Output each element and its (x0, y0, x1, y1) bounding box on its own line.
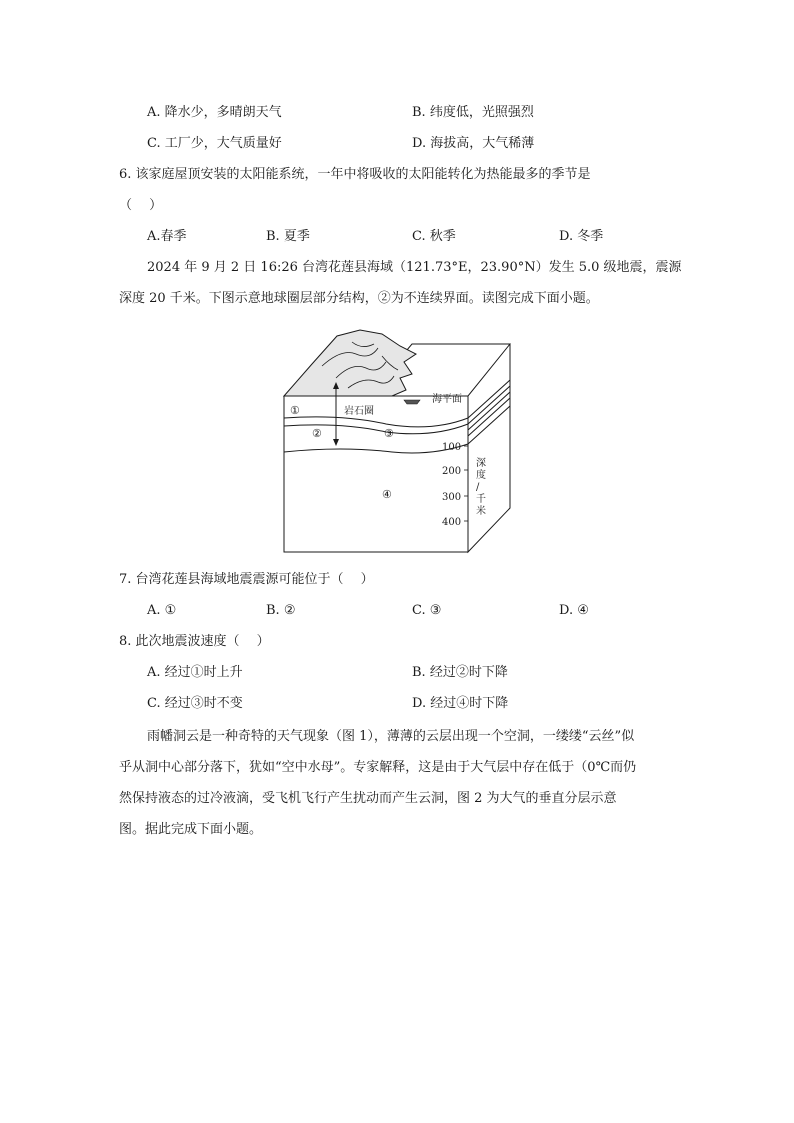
q6-option-b: B. 夏季 (266, 229, 310, 244)
layer-label-4: ④ (382, 488, 392, 501)
q5-option-c: C. 工厂少，大气质量好 (147, 136, 282, 151)
depth-axis-label: 深度/千米 (476, 458, 486, 517)
q7-option-b: B. ② (266, 603, 296, 618)
sea-level-label: 海平面 (432, 394, 462, 405)
passage2-line3: 然保持液态的过冷液滴，受飞机飞行产生扰动而产生云洞，图 2 为大气的垂直分层示意 (119, 791, 617, 806)
q6-answer-paren: （ ） (119, 198, 163, 213)
q6-stem: 6. 该家庭屋顶安装的太阳能系统，一年中将吸收的太阳能转化为热能最多的季节是 (119, 167, 591, 182)
q8-option-a: A. 经过①时上升 (147, 665, 243, 680)
q6-option-d: D. 冬季 (559, 229, 604, 244)
q5-option-a: A. 降水少，多晴朗天气 (147, 105, 282, 120)
q6-option-c: C. 秋季 (412, 229, 456, 244)
q7-stem: 7. 台湾花莲县海域地震震源可能位于（ ） (119, 572, 374, 587)
q8-stem: 8. 此次地震波速度（ ） (119, 634, 270, 649)
passage2-line1: 雨幡洞云是一种奇特的天气现象（图 1），薄薄的云层出现一个空洞，一缕缕“云丝”似 (147, 729, 635, 744)
earth-layers-diagram (282, 326, 522, 556)
q5-option-b: B. 纬度低，光照强烈 (412, 105, 534, 120)
lithosphere-label: 岩石圈 (344, 406, 374, 417)
q6-option-a: A.春季 (147, 229, 187, 244)
passage1-line1: 2024 年 9 月 2 日 16:26 台湾花莲县海域（121.73°E，23.90°N）发生 5.0 级地震，震源 (147, 260, 682, 275)
q8-option-c: C. 经过③时不变 (147, 696, 243, 711)
q5-option-d: D. 海拔高，大气稀薄 (412, 136, 535, 151)
depth-tick-100: 100 (442, 442, 462, 453)
q7-option-a: A. ① (147, 603, 177, 618)
q7-option-d: D. ④ (559, 603, 589, 618)
layer-label-2: ② (312, 427, 322, 440)
layer-label-1: ① (290, 404, 300, 417)
passage2-line2: 乎从洞中心部分落下，犹如“空中水母”。专家解释，这是由于大气层中存在低于（0℃而仍 (119, 760, 637, 775)
layer-label-3: ③ (384, 427, 394, 440)
q7-option-c: C. ③ (412, 603, 442, 618)
depth-tick-200: 200 (442, 466, 462, 477)
q8-option-b: B. 经过②时下降 (412, 665, 508, 680)
depth-tick-400: 400 (442, 517, 462, 528)
depth-tick-300: 300 (442, 492, 462, 503)
passage1-line2: 深度 20 千米。下图示意地球圈层部分结构，②为不连续界面。读图完成下面小题。 (119, 291, 599, 306)
passage2-line4: 图。据此完成下面小题。 (119, 822, 263, 837)
earth-layers-svg (282, 326, 522, 556)
q8-option-d: D. 经过④时下降 (412, 696, 509, 711)
